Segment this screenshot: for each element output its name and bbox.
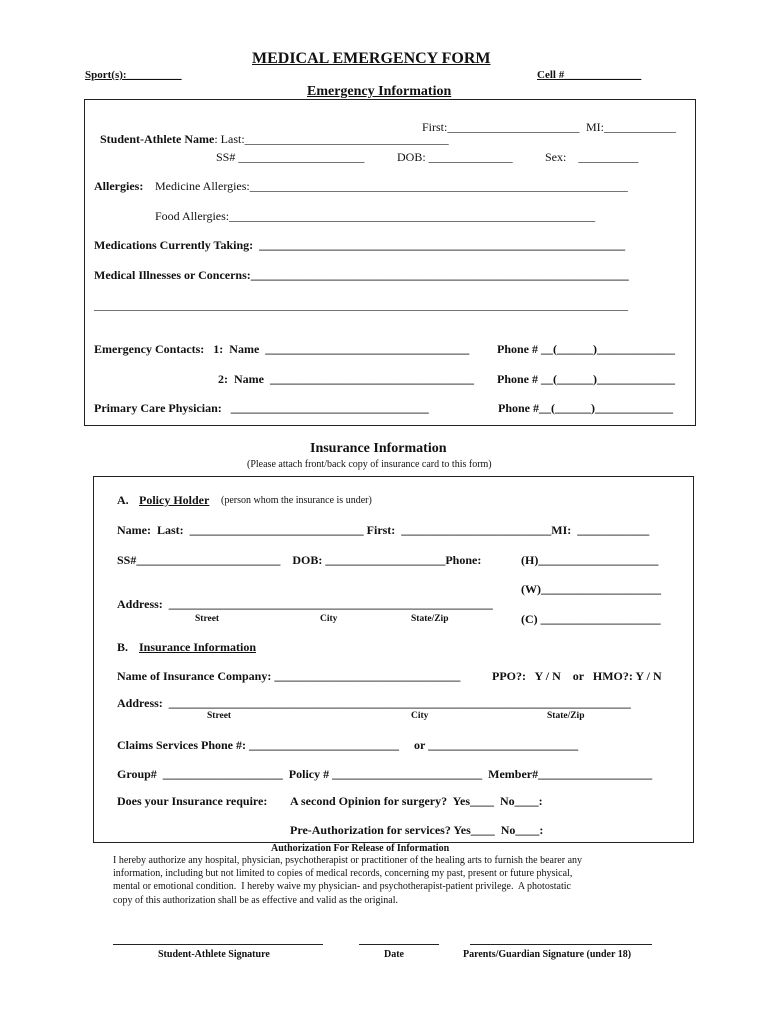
emergency-heading: Emergency Information [307,84,452,99]
contact1-name-field[interactable]: Emergency Contacts: 1: Name __________________________________ [94,342,470,356]
preauth-field[interactable]: Pre-Authorization for services? Yes____ No____: [290,823,544,837]
address-street-label: Street [195,614,220,624]
release-line-2: information, including but not limited to copies of medical records, concerning my past, present or future physical, [113,868,573,879]
cell-field[interactable]: Cell #______________ [537,69,642,81]
athlete-signature-label: Student-Athlete Signature [158,949,270,960]
insurance-address-field[interactable]: Address: _____________________________________________________________________________ [117,696,631,710]
section-a-note: (person whom the insurance is under) [221,495,372,506]
policy-holder-address-field[interactable]: Address: ______________________________________________________ [117,597,493,611]
section-a-title: Policy Holder [139,493,210,507]
section-b-title: Insurance Information [139,640,257,654]
address-state-label: State/Zip [411,614,449,624]
athlete-signature-line[interactable] [113,944,323,945]
phone-home-field[interactable]: (H)____________________ [521,553,659,567]
phone-work-field[interactable]: (W)____________________ [521,582,661,596]
insurance-subheading: (Please attach front/back copy of insurance card to this form) [247,459,492,470]
contact1-phone-field[interactable]: Phone # __(______)_____________ [497,342,675,356]
illnesses-extra-line[interactable]: _________________________________________________________________________________________ [94,298,628,312]
section-a-letter: A. [117,493,129,507]
insurance-heading: Insurance Information [310,441,447,456]
insurance-city-label: City [411,711,429,721]
physician-phone-field[interactable]: Phone #__(______)_____________ [498,401,673,415]
illnesses-field[interactable]: Medical Illnesses or Concerns:_______________________________________________________________ [94,268,629,282]
section-b-letter: B. [117,640,129,654]
medicine-allergies-field[interactable]: Medicine Allergies:_______________________________________________________________ [155,179,628,193]
student-name-label: Student-Athlete Name [100,132,215,146]
insurance-company-field[interactable]: Name of Insurance Company: _______________________________ [117,669,461,683]
name-last-field[interactable]: : Last:__________________________________ [214,132,449,146]
sex-field[interactable]: Sex: __________ [545,150,639,164]
name-first-field[interactable]: First:______________________ [422,120,580,134]
group-policy-member-field[interactable]: Group# ____________________ Policy # _________________________ Member#___________________ [117,767,653,781]
form-title: MEDICAL EMERGENCY FORM [252,50,491,67]
policy-holder-name-field[interactable]: Name: Last: _____________________________ First: _________________________MI: ____________ [117,523,650,537]
ppo-hmo-field[interactable]: PPO?: Y / N or HMO?: Y / N [492,669,662,683]
release-line-4: copy of this authorization shall be as effective and valid as the original. [113,895,399,906]
release-line-3: mental or emotional condition. I hereby waive my physician- and psychotherapist-patient privilege. A photostatic [113,881,571,892]
contact2-name-field[interactable]: 2: Name __________________________________ [218,372,474,386]
address-city-label: City [320,614,338,624]
parent-signature-line[interactable] [470,944,652,945]
student-name-row[interactable] [94,121,449,145]
food-allergies-field[interactable]: Food Allergies:_____________________________________________________________ [155,209,596,223]
insurance-state-label: State/Zip [547,711,585,721]
release-heading: Authorization For Release of Information [271,843,450,854]
dob-field[interactable]: DOB: ______________ [397,150,513,164]
release-line-1: I hereby authorize any hospital, physician, psychotherapist or practitioner of the healing arts to furnish the bearer any [113,855,583,866]
require-label: Does your Insurance require: [117,794,268,808]
ss-field[interactable]: SS# _____________________ [216,150,365,164]
name-mi-field[interactable]: MI:____________ [586,120,676,134]
phone-cell-field[interactable]: (C) ____________________ [521,612,661,626]
second-opinion-field[interactable]: A second Opinion for surgery? Yes____ No____: [290,794,543,808]
contact2-phone-field[interactable]: Phone # __(______)_____________ [497,372,675,386]
policy-holder-ss-dob-field[interactable]: SS#________________________ DOB: ____________________Phone: [117,553,482,567]
date-label: Date [384,949,404,960]
date-signature-line[interactable] [359,944,439,945]
parent-signature-label: Parents/Guardian Signature (under 18) [463,949,632,960]
sport-field[interactable]: Sport(s):__________ [85,69,182,81]
insurance-street-label: Street [207,711,232,721]
allergies-label: Allergies: [94,179,144,193]
physician-field[interactable]: Primary Care Physician: _________________________________ [94,401,429,415]
medications-field[interactable]: Medications Currently Taking: _____________________________________________________________ [94,238,626,252]
claims-phone-field[interactable]: Claims Services Phone #: _________________________ or _________________________ [117,738,579,752]
